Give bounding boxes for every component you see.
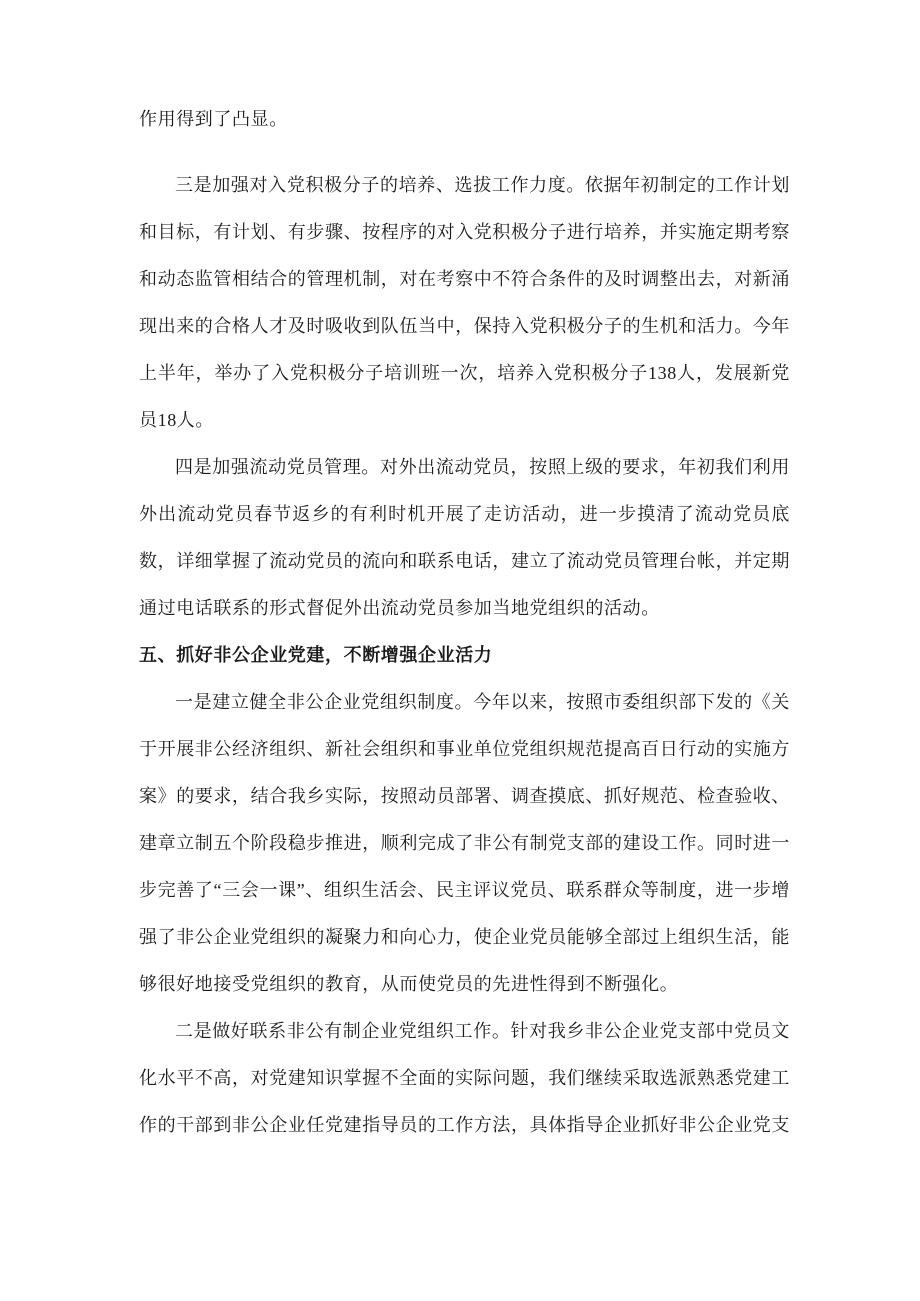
paragraph-cultivation-of-party-activists: 三是加强对入党积极分子的培养、选拔工作力度。依据年初制定的工作计划和目标，有计划、有步骤、按程序的对入党积极分子进行培养，并实施定期考察和动态监管相结合的管理机制，对在考察中不符合条件的及时调整出去，对新涌现出来的合格人才及时吸收到队伍当中，保持入党积极分子的生机和活力。今年上半年，举办了入党积极分子培训班一次，培养入党积极分子138人，发展新党员18人。 [139, 175, 790, 430]
paragraph-non-public-enterprise-liaison: 二是做好联系非公有制企业党组织工作。针对我乡非公企业党支部中党员文化水平不高，对党建知识掌握不全面的实际问题，我们继续采取选派熟悉党建工作的干部到非公企业任党建指导员的工作方法，具体指导企业抓好非公企业党支 [139, 1021, 790, 1135]
paragraph-continuation: 作用得到了凸显。 [139, 109, 288, 129]
section-heading-five: 五、抓好非公企业党建，不断增强企业活力 [139, 645, 493, 665]
paragraph-non-public-enterprise-party-system: 一是建立健全非公企业党组织制度。今年以来，按照市委组织部下发的《关于开展非公经济组织、新社会组织和事业单位党组织规范提高百日行动的实施方案》的要求，结合我乡实际，按照动员部署、调查摸底、抓好规范、检查验收、建章立制五个阶段稳步推进，顺利完成了非公有制党支部的建设工作。同时进一步完善了“三会一课”、组织生活会、民主评议党员、联系群众等制度，进一步增强了非公企业党组织的凝聚力和向心力，使企业党员能够全部过上组织生活，能够很好地接受党组织的教育，从而使党员的先进性得到不断强化。 [139, 692, 790, 994]
paragraph-mobile-party-members: 四是加强流动党员管理。对外出流动党员，按照上级的要求，年初我们利用外出流动党员春节返乡的有利时机开展了走访活动，进一步摸清了流动党员底数，详细掌握了流动党员的流向和联系电话，建立了流动党员管理台帐，并定期通过电话联系的形式督促外出流动党员参加当地党组织的活动。 [139, 457, 790, 618]
